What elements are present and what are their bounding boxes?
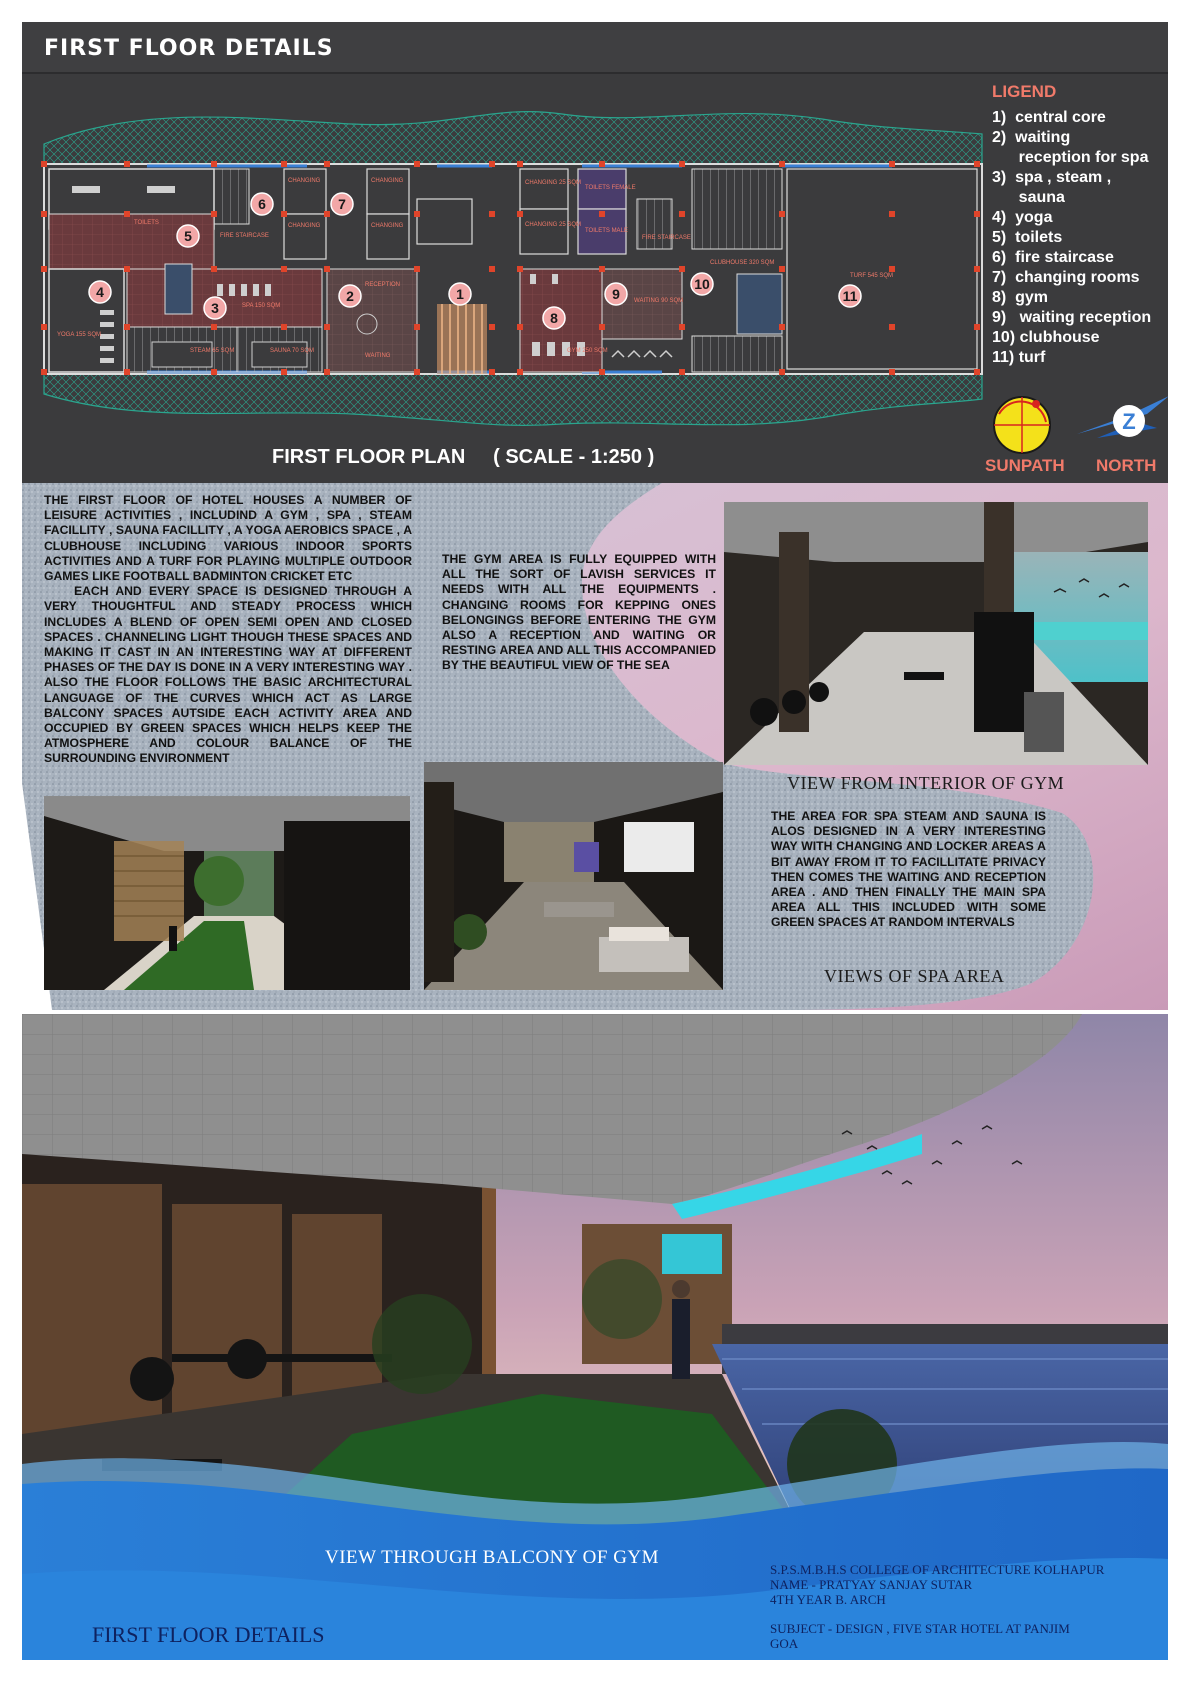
plan-column xyxy=(974,324,980,330)
plan-column xyxy=(41,324,47,330)
svg-text:CHANGING: CHANGING xyxy=(288,178,321,184)
student-year: 4TH YEAR B. ARCH xyxy=(770,1592,886,1607)
svg-text:2: 2 xyxy=(346,288,354,304)
svg-text:3: 3 xyxy=(211,300,219,316)
plan-column xyxy=(414,266,420,272)
svg-text:9: 9 xyxy=(612,286,620,302)
svg-text:RECEPTION: RECEPTION xyxy=(365,282,401,288)
plan-column xyxy=(599,324,605,330)
plan-column xyxy=(124,211,130,217)
plan-column xyxy=(779,369,785,375)
plan-column xyxy=(889,266,895,272)
svg-text:SPA 150 SQM: SPA 150 SQM xyxy=(242,303,281,309)
plan-marker-2 xyxy=(339,285,361,307)
plan-column xyxy=(517,211,523,217)
svg-text:CHANGING: CHANGING xyxy=(371,223,404,229)
plan-marker-5 xyxy=(177,225,199,247)
plan-marker-6 xyxy=(251,193,273,215)
plan-column xyxy=(517,369,523,375)
gym-interior-render xyxy=(724,502,1148,765)
plan-column xyxy=(517,266,523,272)
legend-item: 4) yoga xyxy=(992,209,1053,226)
legend-list xyxy=(992,108,1168,368)
plan-column xyxy=(679,324,685,330)
college-name: S.P.S.M.B.H.S COLLEGE OF ARCHITECTURE KOLHAPUR xyxy=(770,1562,1105,1577)
plan-column xyxy=(281,266,287,272)
balcony-top xyxy=(44,112,982,164)
balcony-bottom xyxy=(44,374,982,425)
plan-column xyxy=(489,324,495,330)
credits-block xyxy=(770,1562,1150,1651)
legend-item: 11) turf xyxy=(992,349,1046,366)
balcony-caption: VIEW THROUGH BALCONY OF GYM xyxy=(325,1547,660,1568)
plan-column xyxy=(779,161,785,167)
plan-column xyxy=(324,161,330,167)
svg-text:6: 6 xyxy=(258,196,266,212)
plan-column xyxy=(889,211,895,217)
plan-column xyxy=(974,161,980,167)
legend-item: 8) gym xyxy=(992,289,1049,306)
plan-column xyxy=(679,369,685,375)
plan-column xyxy=(599,211,605,217)
footer-title: FIRST FLOOR DETAILS xyxy=(92,1622,325,1647)
plan-column xyxy=(281,211,287,217)
plan-column xyxy=(779,211,785,217)
plan-column xyxy=(211,161,217,167)
plan-column xyxy=(41,211,47,217)
plan-column xyxy=(281,369,287,375)
spa-views-caption: VIEWS OF SPA AREA xyxy=(824,966,1005,986)
floor-plan-title: FIRST FLOOR PLAN ( SCALE - 1:250 ) xyxy=(272,446,655,468)
plan-column xyxy=(124,324,130,330)
svg-text:YOGA 155 SQM: YOGA 155 SQM xyxy=(57,332,102,338)
plan-column xyxy=(414,324,420,330)
svg-text:4: 4 xyxy=(96,284,104,300)
svg-text:TOILETS MALE: TOILETS MALE xyxy=(585,228,628,234)
plan-column xyxy=(679,211,685,217)
plan-column xyxy=(211,324,217,330)
legend-item: 9) waiting reception xyxy=(992,309,1152,326)
plan-column xyxy=(489,161,495,167)
plan-column xyxy=(324,324,330,330)
svg-text:CLUBHOUSE 320 SQM: CLUBHOUSE 320 SQM xyxy=(710,260,775,266)
svg-text:TURF 545 SQM: TURF 545 SQM xyxy=(850,273,894,279)
plan-column xyxy=(599,161,605,167)
plan-column xyxy=(414,161,420,167)
plan-column xyxy=(599,266,605,272)
legend-item: 5) toilets xyxy=(992,229,1063,246)
spa-lounge-render xyxy=(424,762,723,990)
plan-column xyxy=(124,161,130,167)
plan-column xyxy=(281,324,287,330)
balcony-panel xyxy=(22,1014,1168,1660)
student-name: NAME - PRATYAY SANJAY SUTAR xyxy=(770,1577,973,1592)
subject: SUBJECT - DESIGN , FIVE STAR HOTEL AT PANJIM xyxy=(770,1621,1070,1636)
plan-column xyxy=(889,369,895,375)
intro-paragraph xyxy=(44,493,412,767)
svg-text:CHANGING 25 SQM: CHANGING 25 SQM xyxy=(525,180,582,186)
plan-column xyxy=(779,266,785,272)
north-arrow-icon xyxy=(1077,394,1168,448)
plan-column xyxy=(324,369,330,375)
gym-interior-caption: VIEW FROM INTERIOR OF GYM xyxy=(787,773,1065,793)
plan-column xyxy=(489,369,495,375)
svg-text:WAITING: WAITING xyxy=(365,353,391,359)
plan-column xyxy=(489,211,495,217)
sunpath-label: SUNPATH xyxy=(985,456,1065,475)
plan-marker-7 xyxy=(331,193,353,215)
plan-marker-10 xyxy=(691,273,713,295)
svg-text:TOILETS FEMALE: TOILETS FEMALE xyxy=(585,185,636,191)
svg-text:10: 10 xyxy=(694,276,710,292)
floor-plan-panel xyxy=(22,22,1168,483)
svg-text:GYM 250 SQM: GYM 250 SQM xyxy=(567,348,608,354)
gym-paragraph: THE GYM AREA IS FULLY EQUIPPED WITH ALL THE SORT OF LAVISH SERVICES IT NEEDS WITH ALL THE EQUIPMENTS . CHANGING ROOMS FOR KEPPING ONES BELONGINGS BEFORE ENTERING THE GYM ALSO A RECEPTION AND WAITING OR RESTING AREA AND ALL THIS ACCOMPANIED BY THE BEAUTIFUL VIEW OF THE SEA xyxy=(442,552,716,673)
svg-text:CHANGING: CHANGING xyxy=(371,178,404,184)
svg-text:1: 1 xyxy=(456,286,464,302)
plan-column xyxy=(324,266,330,272)
plan-marker-9 xyxy=(605,283,627,305)
plan-column xyxy=(517,161,523,167)
svg-text:FIRE STAIRCASE: FIRE STAIRCASE xyxy=(642,235,691,241)
svg-text:FIRE STAIRCASE: FIRE STAIRCASE xyxy=(220,233,269,239)
plan-marker-4 xyxy=(89,281,111,303)
plan-column xyxy=(281,161,287,167)
plan-column xyxy=(41,161,47,167)
intro-text-2: EACH AND EVERY SPACE IS DESIGNED THROUGH A VERY THOUGHTFUL AND STEADY PROCESS WHICH INCLUDES A BLEND OF OPEN SEMI OPEN AND CLOSED SPACES . CHANNELING LIGHT THOUGH THESE SPACES AND MAKING IT CAST IN AN INTERESTING WAY AT DIFFERENT PHASES OF THE DAY IS DONE IN A VERY INTERESTING WAY . ALSO THE FLOOR FOLLOWS THE BASIC ARCHITECTURAL LANGUAGE OF THE CURVES WHICH ACT AS LARGE BALCONY SPACES AUTSIDE EACH ACTIVITY AREA AND OCCUPIED BY GREEN SPACES WHICH HELPS KEEP THE ATMOSPHERE AND COLOUR BALANCE OF THE SURROUNDING ENVIRONMENT xyxy=(44,584,412,766)
plan-marker-1 xyxy=(449,283,471,305)
plan-column xyxy=(211,369,217,375)
svg-text:8: 8 xyxy=(550,310,558,326)
svg-text:7: 7 xyxy=(338,196,346,212)
intro-text-1: THE FIRST FLOOR OF HOTEL HOUSES A NUMBER OF LEISURE ACTIVITIES , INCLUDIND A GYM , SPA , STEAM FACILLITY , SAUNA FACILLITY , A YOGA AEROBICS SPACE , A CLUBHOUSE INCLUDING VARIOUS INDOOR SPORTS ACTIVITIES AND A TURF FOR PLAYING MULTIPLE OUTDOOR GAMES LIKE FOOTBALL BADMINTON CRICKET ETC xyxy=(44,493,412,584)
plan-column xyxy=(779,324,785,330)
plan-column xyxy=(489,266,495,272)
plan-column xyxy=(889,161,895,167)
legend-item: 2) waiting reception for spa xyxy=(992,129,1149,166)
plan-column xyxy=(679,161,685,167)
svg-text:Z: Z xyxy=(1122,409,1136,434)
svg-text:5: 5 xyxy=(184,228,192,244)
plan-column xyxy=(974,211,980,217)
plan-column xyxy=(211,211,217,217)
svg-text:11: 11 xyxy=(842,288,858,304)
plan-column xyxy=(41,369,47,375)
plan-column xyxy=(599,369,605,375)
description-panel xyxy=(22,483,1168,1010)
svg-text:TOILETS: TOILETS xyxy=(134,220,159,226)
plan-column xyxy=(414,369,420,375)
svg-text:CHANGING: CHANGING xyxy=(288,223,321,229)
plan-marker-8 xyxy=(543,307,565,329)
page-title: FIRST FLOOR DETAILS xyxy=(44,36,334,61)
svg-text:STEAM 65 SQM: STEAM 65 SQM xyxy=(190,348,235,354)
svg-text:SAUNA 70 SQM: SAUNA 70 SQM xyxy=(270,348,315,354)
legend-title: LIGEND xyxy=(992,82,1057,101)
svg-text:WAITING 90 SQM: WAITING 90 SQM xyxy=(634,298,684,304)
plan-column xyxy=(324,211,330,217)
svg-text:CHANGING 25 SQM: CHANGING 25 SQM xyxy=(525,222,582,228)
plan-column xyxy=(414,211,420,217)
plan-column xyxy=(211,266,217,272)
north-label: NORTH xyxy=(1096,456,1157,475)
plan-column xyxy=(41,266,47,272)
plan-column xyxy=(974,369,980,375)
plan-marker-3 xyxy=(204,297,226,319)
legend-item: 10) clubhouse xyxy=(992,329,1100,346)
plan-column xyxy=(974,266,980,272)
plan-column xyxy=(124,369,130,375)
header-bar xyxy=(22,22,1168,74)
plan-column xyxy=(517,324,523,330)
sunpath-icon xyxy=(991,394,1053,456)
subject-place: GOA xyxy=(770,1636,799,1651)
plan-marker-11 xyxy=(839,285,861,307)
legend-item: 3) spa , steam , sauna xyxy=(992,169,1112,206)
plan-column xyxy=(679,266,685,272)
spa-paragraph: THE AREA FOR SPA STEAM AND SAUNA IS ALOS DESIGNED IN A VERY INTERESTING WAY WITH CHANGING AND LOCKER AREAS A BIT AWAY FROM IT TO FACILLITATE PRIVACY THEN COMES THE WAITING AND RECEPTION AREA . AND THEN FINALLY THE MAIN SPA AREA ALL THIS INCLUDED WITH SOME GREEN SPACES AT RANDOM INTERVALS xyxy=(771,809,1046,930)
plan-column xyxy=(889,324,895,330)
legend-item: 6) fire staircase xyxy=(992,249,1114,266)
spa-corridor-render xyxy=(44,796,410,990)
plan-column xyxy=(124,266,130,272)
legend-item: 7) changing rooms xyxy=(992,269,1140,286)
legend-item: 1) central core xyxy=(992,109,1106,126)
